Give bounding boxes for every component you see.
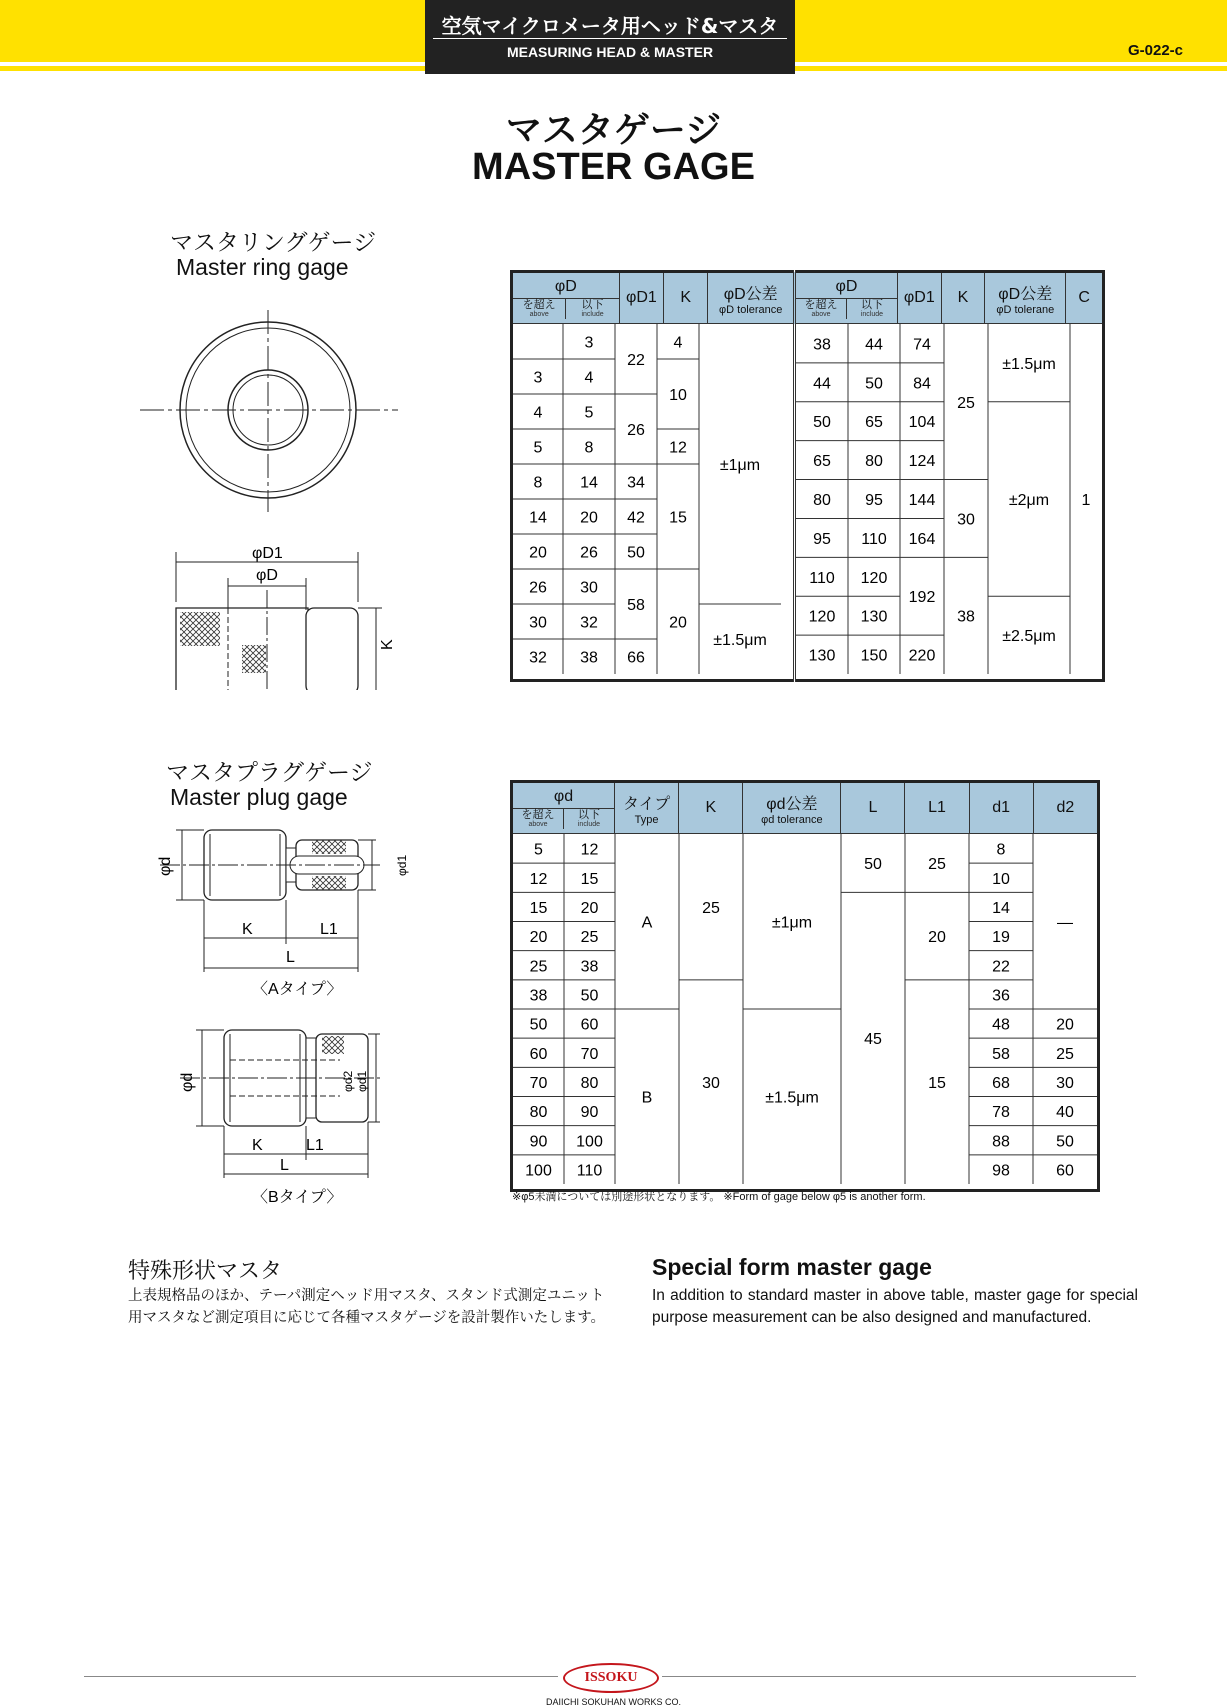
plug-gage-drawing xyxy=(140,820,440,1210)
ring-right-cell: 130 xyxy=(860,608,888,626)
plug-cell: 110 xyxy=(576,1162,603,1180)
ring-col-c: C xyxy=(1066,272,1104,324)
plug-type-b-caption: 〈Bタイプ〉 xyxy=(252,1189,343,1206)
ring-right-grid xyxy=(796,324,1102,674)
ring-right-cell: 192 xyxy=(908,589,936,607)
plug-cell: 25 xyxy=(580,929,599,947)
plug-cell: 15 xyxy=(928,1074,946,1092)
page-title-jp: マスタゲージ xyxy=(505,110,722,151)
ring-gage-drawing xyxy=(130,290,400,690)
plug-cell: 15 xyxy=(529,899,548,917)
plug-col-d2: d2 xyxy=(1033,782,1098,834)
ring-left-cell: 4 xyxy=(673,334,683,352)
ring-col-k-right: K xyxy=(941,272,984,324)
plug-cell: 5 xyxy=(534,841,543,859)
plug-b-dim-l1: L1 xyxy=(306,1137,324,1154)
plug-cell: ±1.5μm xyxy=(765,1089,819,1107)
ring-left-cell: 4 xyxy=(584,369,594,387)
ring-right-cell: ±2μm xyxy=(1008,492,1050,509)
ring-left-cell: 20 xyxy=(580,509,598,527)
ring-right-cell: 110 xyxy=(861,530,887,548)
plug-cell: 60 xyxy=(529,1045,548,1063)
ring-left-cell: 32 xyxy=(580,614,598,632)
plug-a-dim-d1: φd1 xyxy=(395,854,409,876)
special-text-en: In addition to standard master in above table, master gage for special purpose measurement can be also designed and manufactured. xyxy=(652,1287,1138,1326)
ring-right-cell: 144 xyxy=(908,492,936,509)
ring-left-cell: 8 xyxy=(533,474,543,492)
plug-table-note: ※φ5未満については別途形状となります。 ※Form of gage below φ5 is another form. xyxy=(512,1191,926,1203)
ring-col-tol-right: φD公差 φD tolerane xyxy=(985,272,1066,324)
plug-cell: 98 xyxy=(992,1162,1010,1180)
header-title-en: MEASURING HEAD & MASTER xyxy=(506,44,714,60)
plug-cell: 20 xyxy=(580,899,599,917)
ring-right-cell: 44 xyxy=(813,375,831,393)
ring-right-cell: 44 xyxy=(865,336,883,354)
plug-col-d1: d1 xyxy=(969,782,1033,834)
plug-cell: 78 xyxy=(992,1104,1010,1122)
ring-right-cell: 38 xyxy=(813,336,831,354)
ring-right-cell: 84 xyxy=(913,375,931,393)
ring-col-phid: φD を超え above 以下 include xyxy=(512,272,620,324)
plug-col-type: タイプ Type xyxy=(614,782,678,834)
ring-left-cell: 5 xyxy=(533,439,543,457)
ring-left-cell: 26 xyxy=(627,422,645,439)
ring-right-cell: 30 xyxy=(957,511,975,529)
plug-col-tol: φd公差 φd tolerance xyxy=(743,782,841,834)
footer-rule-right xyxy=(662,1676,1136,1677)
ring-left-cell: 32 xyxy=(529,649,547,667)
ring-dim-d1: φD1 xyxy=(252,545,283,562)
plug-cell: 14 xyxy=(992,899,1010,917)
plug-grid xyxy=(513,834,1097,1184)
plug-cell: 70 xyxy=(529,1074,548,1092)
plug-cell: 10 xyxy=(992,870,1010,888)
table-row xyxy=(512,324,1104,681)
ring-left-cell: 20 xyxy=(669,614,687,632)
ring-left-cell: 4 xyxy=(533,404,543,422)
plug-cell: 20 xyxy=(529,929,548,947)
ring-left-cell: ±1μm xyxy=(719,457,761,474)
ring-col-phid1-right: φD1 xyxy=(897,272,941,324)
special-text-jp: 上表規格品のほか、テーパ測定ヘッド用マスタ、スタンド式測定ユニット用マスタなど測定項目に応じて各種マスタゲージを設計製作いたします。 xyxy=(128,1288,606,1326)
ring-left-cell: 30 xyxy=(529,614,547,632)
plug-cell: 12 xyxy=(529,870,548,888)
plug-b-dim-d: φd xyxy=(179,1072,196,1092)
ring-left-cell: 66 xyxy=(627,649,645,667)
header-title-box xyxy=(425,0,795,74)
plug-cell: 20 xyxy=(928,929,946,947)
plug-a-dim-l1: L1 xyxy=(320,921,338,938)
ring-left-cell: 22 xyxy=(627,352,645,369)
ring-left-cell: 38 xyxy=(580,649,598,667)
ring-left-cell: 5 xyxy=(584,404,594,422)
ring-right-cell: 220 xyxy=(908,647,936,665)
plug-col-l1: L1 xyxy=(905,782,969,834)
plug-cell: 38 xyxy=(580,958,599,976)
ring-right-cell: 25 xyxy=(957,394,975,412)
plug-cell: B xyxy=(641,1089,653,1107)
plug-cell: 48 xyxy=(992,1016,1010,1034)
ring-left-cell: 15 xyxy=(669,509,687,527)
plug-cell: 25 xyxy=(529,958,548,976)
ring-left-cell: ±1.5μm xyxy=(713,632,767,649)
plug-cell: 80 xyxy=(580,1074,599,1092)
ring-right-cell: 124 xyxy=(908,453,936,471)
plug-b-dim-l: L xyxy=(280,1157,289,1174)
ring-right-cell: 65 xyxy=(865,414,883,432)
ring-left-cell: 50 xyxy=(627,544,645,562)
ring-right-cell: 130 xyxy=(808,647,836,665)
ring-right-cell: 38 xyxy=(957,608,975,626)
ring-left-cell: 8 xyxy=(584,439,594,457)
ring-left-cell: 14 xyxy=(529,509,547,527)
page-title-en: MASTER GAGE xyxy=(472,146,755,188)
plug-col-k: K xyxy=(679,782,743,834)
plug-a-dim-l: L xyxy=(286,949,295,966)
plug-b-dim-d2: φd2 xyxy=(341,1070,355,1092)
plug-type-a-caption: 〈Aタイプ〉 xyxy=(252,981,343,998)
plug-cell: 30 xyxy=(702,1074,720,1092)
ring-left-cell: 12 xyxy=(669,439,687,457)
ring-right-cell: ±1.5μm xyxy=(1002,355,1056,373)
plug-gage-label-en: Master plug gage xyxy=(170,784,348,810)
issoku-logo: ISSOKU xyxy=(563,1663,659,1693)
plug-cell: 25 xyxy=(1056,1045,1074,1063)
ring-right-cell: ±2.5μm xyxy=(1002,628,1056,646)
plug-cell: 50 xyxy=(1056,1133,1074,1151)
ring-table-header xyxy=(512,272,1104,324)
ring-right-cell: 80 xyxy=(813,492,831,509)
ring-right-cell: 65 xyxy=(813,453,831,471)
plug-cell: 15 xyxy=(580,870,599,888)
plug-cell: 58 xyxy=(992,1045,1010,1063)
ring-left-cell: 10 xyxy=(669,387,687,404)
ring-left-cell: 42 xyxy=(627,509,645,527)
ring-right-cell: 95 xyxy=(865,492,883,509)
plug-a-dim-d: φd xyxy=(157,856,174,876)
plug-a-dim-k: K xyxy=(242,921,253,938)
ring-left-cell: 30 xyxy=(580,579,598,597)
ring-left-cell: 58 xyxy=(627,597,645,614)
ring-gage-table xyxy=(510,270,1105,682)
plug-cell: 45 xyxy=(864,1031,882,1049)
ring-col-phid-right: φD を超え above 以下 include xyxy=(795,272,898,324)
ring-left-grid xyxy=(513,324,793,674)
ring-right-cell: 74 xyxy=(913,336,931,354)
plug-cell: 19 xyxy=(992,929,1010,947)
page-code: G-022-c xyxy=(1127,42,1183,59)
ring-right-cell: 120 xyxy=(860,569,888,587)
special-heading-jp: 特殊形状マスタ xyxy=(128,1259,283,1284)
footer-rule-left xyxy=(84,1676,558,1677)
plug-b-dim-d1: φd1 xyxy=(355,1070,369,1092)
ring-right-cell: 80 xyxy=(865,453,883,471)
plug-cell: 50 xyxy=(580,987,599,1005)
plug-cell: 68 xyxy=(992,1074,1010,1092)
plug-cell: 36 xyxy=(992,987,1010,1005)
ring-right-cell: 95 xyxy=(813,530,831,548)
plug-gage-label-jp: マスタプラグゲージ xyxy=(166,760,373,786)
ring-right-cell: 104 xyxy=(908,414,936,432)
plug-cell: 25 xyxy=(702,899,720,917)
plug-cell: 88 xyxy=(992,1133,1010,1151)
ring-right-cell: 50 xyxy=(865,375,883,393)
ring-left-cell: 26 xyxy=(529,579,547,597)
plug-table-header xyxy=(512,782,1099,834)
ring-left-cell: 3 xyxy=(533,369,543,387)
plug-cell: 80 xyxy=(529,1104,548,1122)
ring-left-cell: 14 xyxy=(580,474,598,492)
table-row xyxy=(512,834,1099,1191)
plug-cell: A xyxy=(641,914,653,932)
company-name: DAIICHI SOKUHAN WORKS CO. xyxy=(545,1697,681,1707)
ring-right-cell: 1 xyxy=(1081,492,1091,509)
plug-cell: 20 xyxy=(1056,1016,1074,1034)
header-title-jp: 空気マイクロメータ用ヘッド&マスタ xyxy=(441,14,779,38)
ring-dim-k: K xyxy=(379,639,396,650)
plug-cell: 60 xyxy=(580,1016,599,1034)
plug-cell: 100 xyxy=(576,1133,603,1151)
plug-cell: 70 xyxy=(580,1045,599,1063)
plug-cell: 90 xyxy=(529,1133,548,1151)
ring-col-phid1: φD1 xyxy=(619,272,663,324)
ring-left-cell: 20 xyxy=(529,544,547,562)
plug-col-phid: φd を超え above 以下 include xyxy=(512,782,615,834)
ring-left-cell: 34 xyxy=(627,474,645,492)
ring-right-cell: 164 xyxy=(908,530,936,548)
plug-cell: 50 xyxy=(529,1016,548,1034)
ring-right-cell: 150 xyxy=(860,647,888,665)
plug-cell: 12 xyxy=(580,841,599,859)
header-rule xyxy=(433,38,787,39)
ring-right-cell: 110 xyxy=(809,569,835,587)
ring-col-tol: φD公差 φD tolerance xyxy=(708,272,795,324)
ring-right-cell: 50 xyxy=(813,414,831,432)
ring-left-cell: 3 xyxy=(584,334,594,352)
plug-cell: ±1μm xyxy=(771,914,813,932)
plug-cell: — xyxy=(1057,914,1073,932)
plug-cell: 38 xyxy=(529,987,548,1005)
plug-cell: 90 xyxy=(580,1104,599,1122)
plug-cell: 25 xyxy=(928,856,946,874)
ring-left-cell: 26 xyxy=(580,544,598,562)
ring-dim-d: φD xyxy=(256,567,278,584)
special-heading-en: Special form master gage xyxy=(652,1254,932,1280)
ring-gage-label-en: Master ring gage xyxy=(176,254,349,280)
ring-gage-label-jp: マスタリングゲージ xyxy=(170,230,377,256)
plug-cell: 40 xyxy=(1056,1104,1074,1122)
plug-cell: 50 xyxy=(864,856,882,874)
plug-cell: 8 xyxy=(996,841,1006,859)
plug-cell: 100 xyxy=(525,1162,552,1180)
plug-cell: 30 xyxy=(1056,1074,1074,1092)
plug-col-l: L xyxy=(841,782,905,834)
plug-cell: 22 xyxy=(992,958,1010,976)
ring-right-cell: 120 xyxy=(808,608,836,626)
plug-cell: 60 xyxy=(1056,1162,1074,1180)
ring-col-k: K xyxy=(664,272,708,324)
plug-b-dim-k: K xyxy=(252,1137,263,1154)
plug-gage-table xyxy=(510,780,1100,1192)
